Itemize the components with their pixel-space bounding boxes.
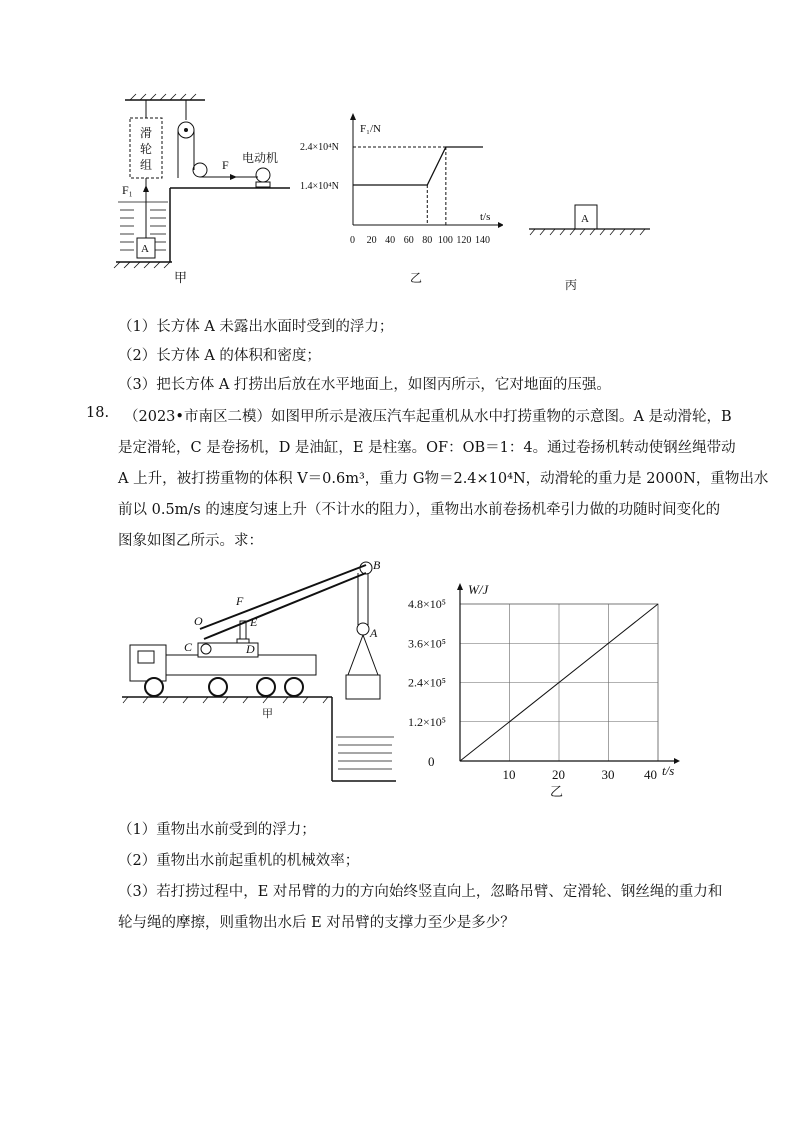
figure-caption-crane: 甲: [262, 708, 273, 720]
q18-item-2: （2）重物出水前起重机的机械效率；: [118, 853, 360, 869]
figure-caption-work: 乙: [550, 784, 564, 799]
figure-caption-yi: 乙: [410, 271, 423, 285]
y-tick-label: 2.4×10⁵: [408, 675, 446, 690]
f1-series-line: [353, 147, 483, 185]
y-axis-label: W/J: [468, 582, 489, 597]
q18-stem-line-3: A 上升，被打捞重物的体积 V＝0.6m³，重力 G物＝2.4×10⁴N，动滑轮的重力是 2000N，重物出水: [118, 471, 769, 487]
x-tick-label: 20: [552, 767, 565, 782]
label-c: C: [184, 640, 193, 654]
label-a: A: [370, 626, 378, 640]
q18-stem-line-1: （2023•市南区二模）如图甲所示是液压汽车起重机从水中打捞重物的示意图。A 是动滑轮，B: [124, 409, 732, 425]
q18-item-1: （1）重物出水前受到的浮力；: [118, 822, 316, 838]
x-tick-label: 0: [350, 235, 355, 246]
force-f-label: F: [222, 158, 229, 172]
q18-number: 18.: [86, 405, 110, 421]
figure-work-graph: [400, 578, 690, 803]
pulley-block-label-2: 轮: [140, 142, 153, 156]
x-tick-label: 60: [403, 235, 414, 246]
x-tick-label: 140: [475, 235, 490, 246]
x-tick-label: 120: [456, 235, 472, 246]
figure-yi-f1-graph: [298, 110, 503, 290]
pulley-block-label-1: 滑: [140, 126, 153, 140]
y-axis-arrow: [457, 583, 463, 590]
q17-item-1: （1）长方体 A 未露出水面时受到的浮力；: [118, 319, 394, 335]
x-tick-label: 20: [366, 235, 377, 246]
y-tick-high: 2.4×10⁴N: [300, 142, 339, 153]
q18-stem-line-2: 是定滑轮，C 是卷扬机，D 是油缸，E 是柱塞。OF：OB＝1：4。通过卷扬机转动使钢丝绳带动: [118, 440, 736, 456]
motor-label: 电动机: [242, 151, 279, 165]
y-tick-label: 4.8×10⁵: [408, 597, 446, 611]
y-tick-label: 3.6×10⁵: [408, 636, 446, 651]
y-axis-label: F₁/N: [360, 123, 381, 135]
q18-stem-line-5: 图象如图乙所示。求：: [118, 533, 263, 549]
y-tick-low: 1.4×10⁴N: [300, 181, 339, 192]
x-tick-label: 40: [644, 767, 657, 782]
q18-item-3: （3）若打捞过程中，E 对吊臂的力的方向始终竖直向上，忽略吊臂、定滑轮、钢丝绳的重力和: [118, 884, 723, 900]
x-tick-label: 100: [437, 235, 453, 246]
pulley-block-label-3: 组: [140, 158, 153, 172]
x-tick-label: 30: [601, 767, 615, 782]
q18-stem-line-4: 前以 0.5m/s 的速度匀速上升（不计水的阻力），重物出水前卷扬机牵引力做的功随时间变化的: [118, 502, 721, 518]
q18-item-4: 轮与绳的摩擦，则重物出水后 E 对吊臂的支撑力至少是多少？: [118, 915, 515, 931]
figure-jia-pulley: [110, 90, 300, 290]
figure-crane: [118, 555, 398, 795]
x-axis-label: t/s: [662, 763, 675, 778]
x-axis-arrow: [674, 758, 680, 764]
figure-caption-bing: 丙: [565, 278, 578, 292]
q17-item-3: （3）把长方体 A 打捞出后放在水平地面上，如图丙所示，它对地面的压强。: [118, 377, 611, 393]
y-tick-label: 1.2×10⁵: [408, 714, 446, 729]
x-axis-label: t/s: [480, 211, 491, 223]
label-o: O: [194, 614, 203, 628]
x-tick-label: 80: [422, 235, 433, 246]
label-b: B: [373, 558, 381, 572]
x-tick-label: 10: [502, 767, 516, 782]
x-tick-label: 40: [385, 235, 396, 246]
label-f: F: [236, 594, 244, 608]
q17-item-2: （2）长方体 A 的体积和密度；: [118, 348, 321, 364]
figure-bing-block: [525, 195, 655, 295]
force-f1-label: F₁: [122, 183, 133, 197]
label-d: D: [246, 642, 255, 656]
figure-caption-jia: 甲: [174, 270, 188, 285]
label-e: E: [250, 615, 258, 629]
block-a-label: A: [141, 243, 149, 255]
block-a-ground-label: A: [581, 213, 589, 225]
x-tick-label: 0: [428, 754, 435, 769]
